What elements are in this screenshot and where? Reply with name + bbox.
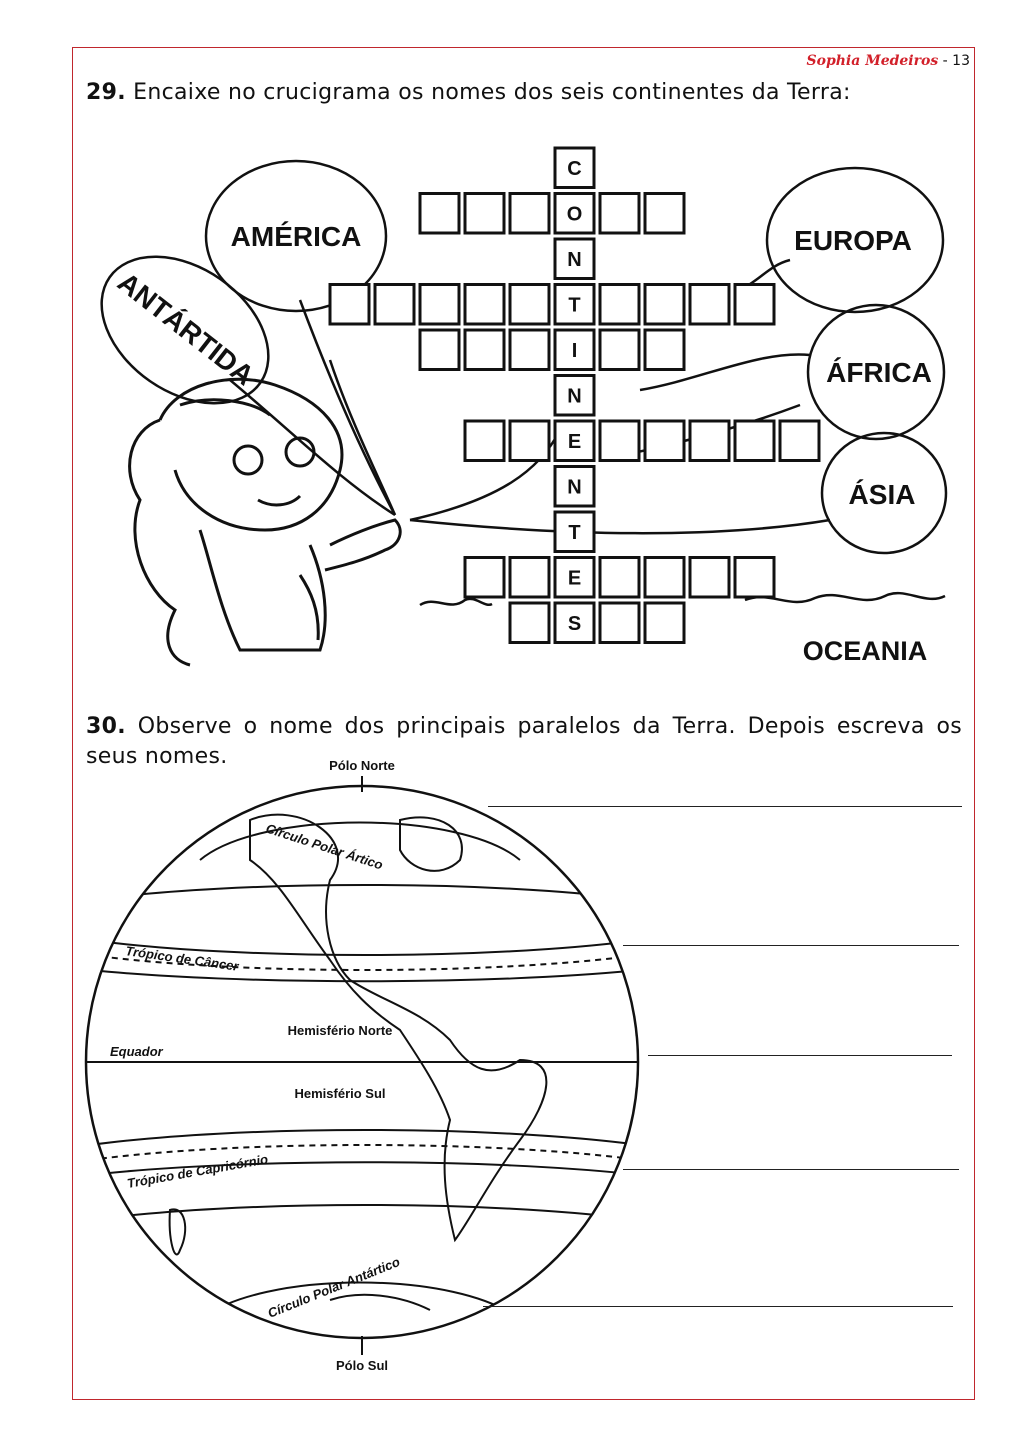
crossword-cell[interactable] xyxy=(465,285,504,325)
crossword-cell[interactable] xyxy=(600,421,639,461)
crossword-letter: S xyxy=(567,612,582,635)
crossword-cell[interactable] xyxy=(645,558,684,598)
answer-line-5[interactable] xyxy=(483,1306,953,1307)
crossword-cell[interactable] xyxy=(645,194,684,234)
balloon-label-antartida: ANTÁRTIDA xyxy=(112,266,260,392)
label-tropic-cancer: Trópico de Câncer xyxy=(124,943,240,974)
crossword-letter: N xyxy=(567,385,582,408)
answer-line-1[interactable] xyxy=(488,806,962,807)
balloon-label-america: AMÉRICA xyxy=(230,221,362,252)
balloon-label-asia: ÁSIA xyxy=(848,479,916,510)
crossword-cell[interactable] xyxy=(735,558,774,598)
crossword-cell[interactable] xyxy=(465,421,504,461)
crossword-cell[interactable] xyxy=(465,558,504,598)
label-hemisphere-north: Hemisfério Norte xyxy=(287,1023,393,1038)
crossword-letter: O xyxy=(566,203,583,226)
crossword-cell[interactable] xyxy=(645,603,684,643)
crossword-letter: T xyxy=(568,294,581,317)
crossword-cell[interactable] xyxy=(735,421,774,461)
answer-line-3[interactable] xyxy=(648,1055,952,1056)
label-oceania: OCEANIA xyxy=(802,636,928,666)
crossword-letter: N xyxy=(567,248,582,271)
author-name: Sophia Medeiros xyxy=(806,53,939,69)
crossword-illustration xyxy=(86,128,966,673)
crossword-cell[interactable] xyxy=(735,285,774,325)
crossword-cell[interactable] xyxy=(510,194,549,234)
label-hemisphere-south: Hemisfério Sul xyxy=(294,1086,386,1101)
crossword-letter: E xyxy=(567,567,582,590)
question-30-text: Observe o nome dos principais paralelos da Terra. Depois escreva os seus nomes. xyxy=(86,714,962,769)
crossword-cell[interactable] xyxy=(645,330,684,370)
label-pole-south: Pólo Sul xyxy=(336,1358,388,1373)
crossword-letter: I xyxy=(571,339,578,362)
crossword-cell[interactable] xyxy=(510,421,549,461)
crossword-cell[interactable] xyxy=(600,330,639,370)
answer-line-2[interactable] xyxy=(623,945,959,946)
crossword-cell[interactable] xyxy=(420,330,459,370)
crossword-cell[interactable] xyxy=(645,421,684,461)
balloon-label-africa: ÁFRICA xyxy=(826,357,932,388)
label-antarctic-circle: Círculo Polar Antártico xyxy=(265,1254,402,1321)
crossword-letter: T xyxy=(568,521,581,544)
crossword-letter: N xyxy=(567,476,582,499)
page-header xyxy=(807,53,970,69)
crossword-cell[interactable] xyxy=(330,285,369,325)
crossword-cell[interactable] xyxy=(780,421,819,461)
crossword-cell[interactable] xyxy=(465,194,504,234)
crossword-cell[interactable] xyxy=(690,285,729,325)
crossword-cell[interactable] xyxy=(645,285,684,325)
crossword-cell[interactable] xyxy=(510,285,549,325)
label-tropic-capricorn: Trópico de Capricórnio xyxy=(125,1151,270,1191)
crossword-cell[interactable] xyxy=(600,194,639,234)
globe-map xyxy=(80,750,650,1390)
crossword-letter: C xyxy=(567,157,582,180)
crossword-cell[interactable] xyxy=(420,285,459,325)
crossword-cell[interactable] xyxy=(600,558,639,598)
page-number: - 13 xyxy=(942,53,970,69)
crossword-cell[interactable] xyxy=(690,421,729,461)
crossword-cell[interactable] xyxy=(510,558,549,598)
crossword-cell[interactable] xyxy=(600,603,639,643)
crossword-letter: E xyxy=(567,430,582,453)
label-arctic-circle: Círculo Polar Ártico xyxy=(264,820,385,873)
crossword-cell[interactable] xyxy=(510,603,549,643)
question-30-number: 30. xyxy=(86,714,126,739)
crossword-cell[interactable] xyxy=(420,194,459,234)
answer-line-4[interactable] xyxy=(623,1169,959,1170)
question-29 xyxy=(86,78,851,108)
crossword-cell[interactable] xyxy=(510,330,549,370)
crossword-cell[interactable] xyxy=(375,285,414,325)
crossword-cell[interactable] xyxy=(465,330,504,370)
crossword-cell[interactable] xyxy=(600,285,639,325)
balloon-label-europa: EUROPA xyxy=(794,225,912,256)
crossword-cell[interactable] xyxy=(690,558,729,598)
question-29-text: Encaixe no crucigrama os nomes dos seis continentes da Terra: xyxy=(133,80,851,105)
question-29-number: 29. xyxy=(86,80,126,105)
label-pole-north: Pólo Norte xyxy=(329,758,395,773)
label-equator: Equador xyxy=(110,1044,163,1059)
